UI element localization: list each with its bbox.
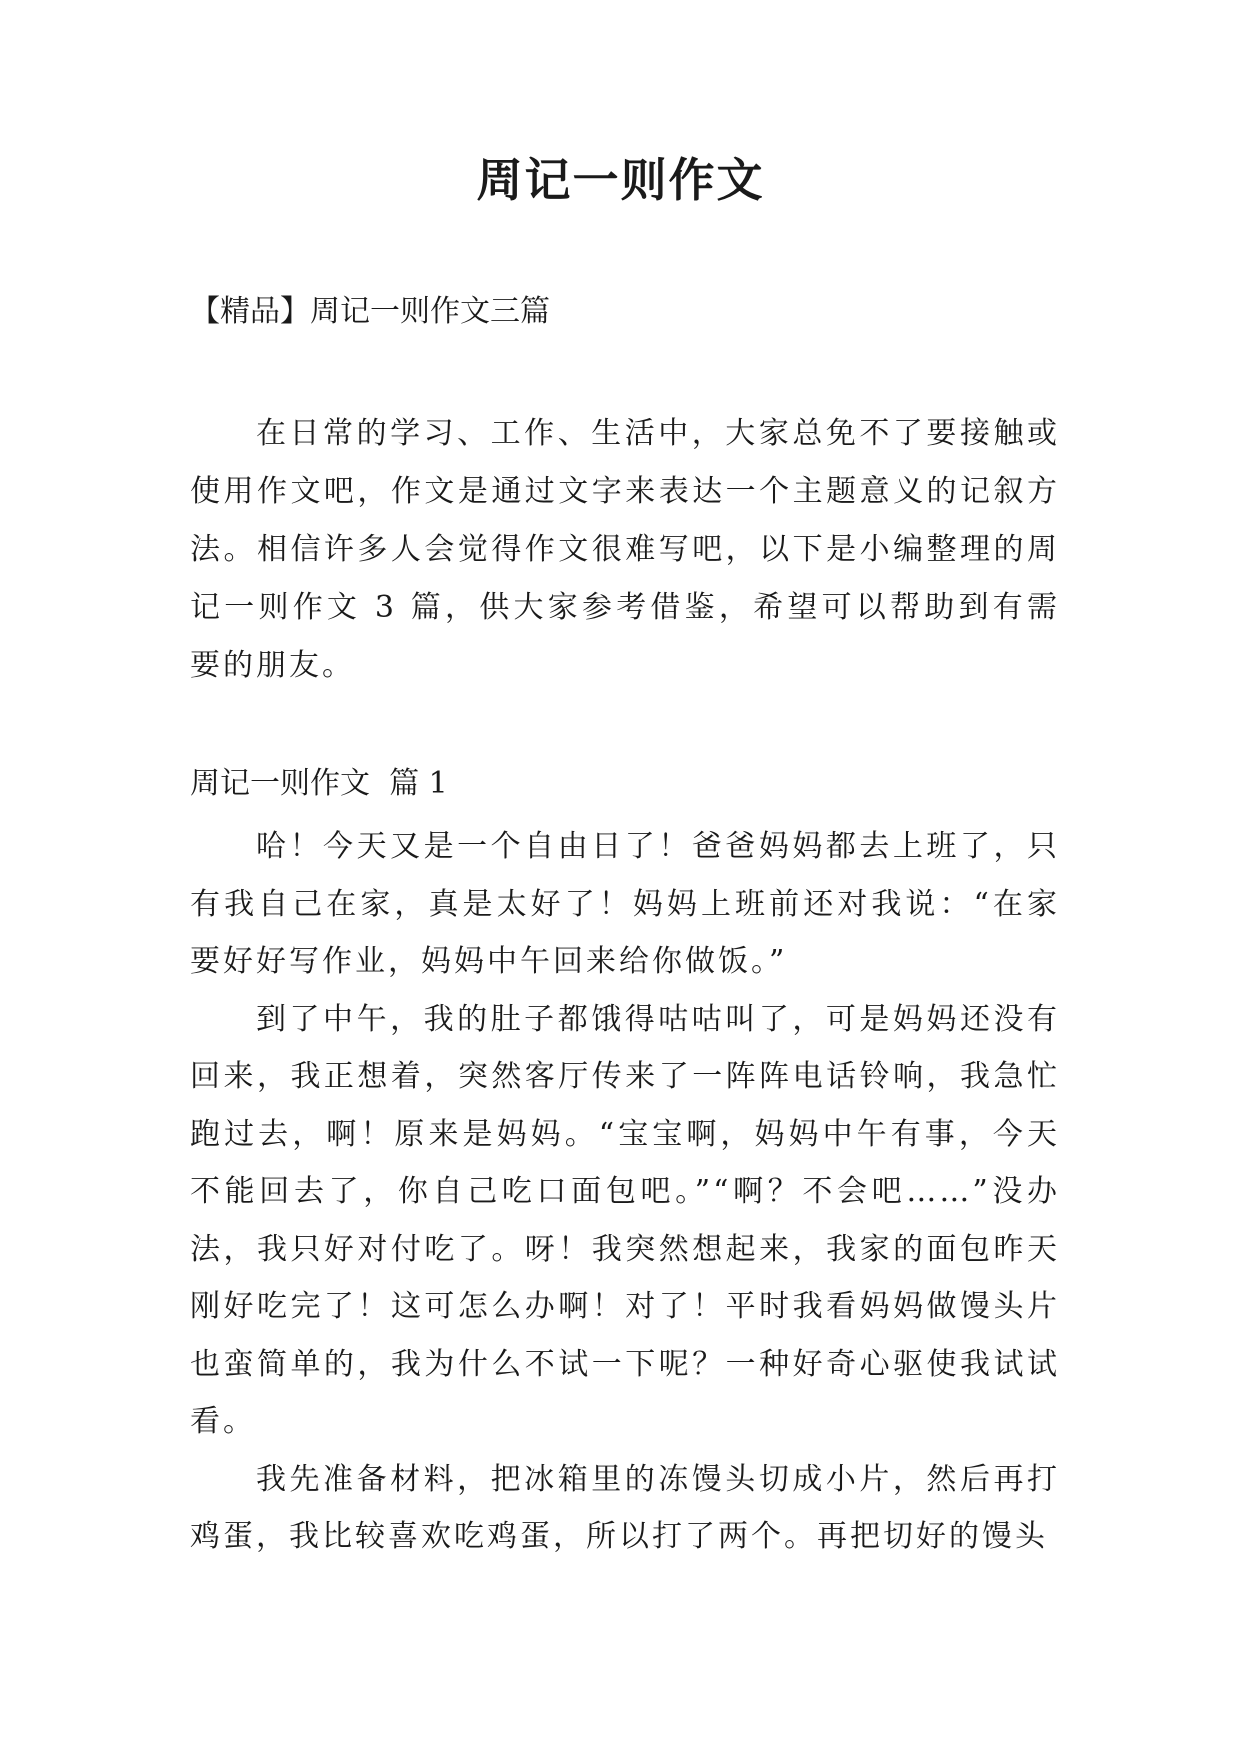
essay-paragraph-1: 哈！今天又是一个自由日了！爸爸妈妈都去上班了，只有我自己在家，真是太好了！妈妈上班前还对我说：“在家要好好写作业，妈妈中午回来给你做饭。” xyxy=(190,829,1060,979)
essay-paragraph-3: 我先准备材料，把冰箱里的冻馒头切成小片，然后再打鸡蛋，我比较喜欢吃鸡蛋，所以打了两个。再把切好的馒头 xyxy=(190,1461,1060,1554)
intro-paragraph: 在日常的学习、工作、生活中，大家总免不了要接触或使用作文吧，作文是通过文字来表达一个主题意义的记叙方法。相信许多人会觉得作文很难写吧，以下是小编整理的周记一则作文 3 篇，供大家参考借鉴，希望可以帮助到有需要的朋友。 xyxy=(190,416,1060,683)
section-heading: 周记一则作文 篇 1 xyxy=(190,766,448,801)
document-title: 周记一则作文 xyxy=(476,153,765,207)
essay-paragraph-2: 到了中午，我的肚子都饿得咕咕叫了，可是妈妈还没有回来，我正想着，突然客厅传来了一阵阵电话铃响，我急忙跑过去，啊！原来是妈妈。“宝宝啊，妈妈中午有事，今天不能回去了，你自己吃口面包吧。”“啊？不会吧……”没办法，我只好对付吃了。呀！我突然想起来，我家的面包昨天刚好吃完了！这可怎么办啊！对了！平时我看妈妈做馒头片也蛮简单的，我为什么不试一下呢？一种好奇心驱使我试试看。 xyxy=(190,1001,1060,1439)
essay-body xyxy=(190,818,1060,1566)
document-subtitle: 【精品】周记一则作文三篇 xyxy=(190,294,550,329)
